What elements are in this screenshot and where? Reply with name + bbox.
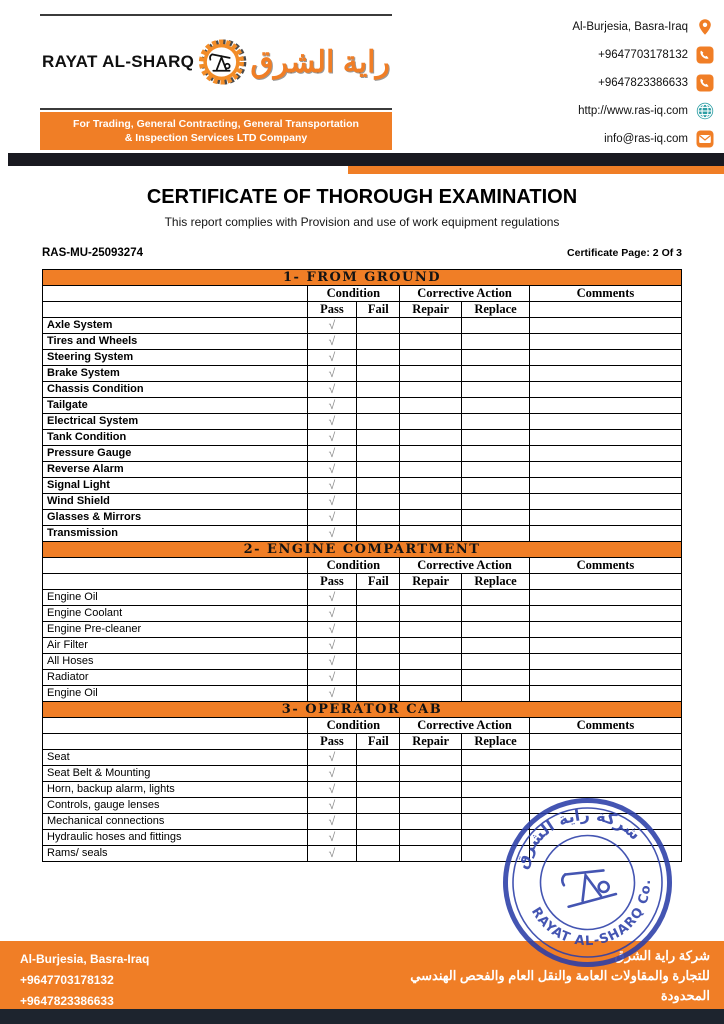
comments-cell bbox=[529, 398, 681, 414]
certificate-subtitle: This report complies with Provision and use of work equipment regulations bbox=[164, 215, 560, 229]
stamp-arabic-text: شركة راية الشرق bbox=[511, 804, 645, 872]
inspection-row bbox=[43, 654, 682, 670]
pass-cell: √ bbox=[307, 462, 357, 478]
item-name-cell: Air Filter bbox=[43, 638, 308, 654]
repair-header: Repair bbox=[400, 574, 462, 590]
replace-cell bbox=[462, 766, 530, 782]
comments-cell bbox=[529, 510, 681, 526]
section-title-row bbox=[43, 702, 682, 718]
pass-cell: √ bbox=[307, 622, 357, 638]
item-name-cell: Electrical System bbox=[43, 414, 308, 430]
footer-phone1: +9647703178132 bbox=[20, 973, 114, 987]
item-name-cell: Glasses & Mirrors bbox=[43, 510, 308, 526]
replace-cell bbox=[462, 478, 530, 494]
contact-website-text: http://www.ras-iq.com bbox=[578, 105, 688, 117]
pass-cell: √ bbox=[307, 414, 357, 430]
inspection-row bbox=[43, 590, 682, 606]
footer-arabic-line2: للتجارة والمقاولات العامة والنقل العام والفحص الهندسي bbox=[410, 968, 710, 983]
section-title-row bbox=[43, 542, 682, 558]
pass-cell: √ bbox=[307, 446, 357, 462]
comments-cell bbox=[529, 654, 681, 670]
comments-cell bbox=[529, 318, 681, 334]
replace-cell bbox=[462, 334, 530, 350]
comments-cell bbox=[529, 494, 681, 510]
comments-cell bbox=[529, 750, 681, 766]
fail-cell bbox=[357, 494, 400, 510]
repair-cell bbox=[400, 318, 462, 334]
pass-cell: √ bbox=[307, 590, 357, 606]
fail-cell bbox=[357, 670, 400, 686]
item-name-cell: Tailgate bbox=[43, 398, 308, 414]
condition-header: Condition bbox=[307, 558, 400, 574]
item-name-cell: Steering System bbox=[43, 350, 308, 366]
inspection-row bbox=[43, 430, 682, 446]
stamp-pumpjack-icon bbox=[560, 863, 616, 907]
sub-header-row bbox=[43, 734, 682, 750]
repair-header: Repair bbox=[400, 734, 462, 750]
repair-cell bbox=[400, 398, 462, 414]
repair-cell bbox=[400, 414, 462, 430]
item-name-cell: Brake System bbox=[43, 366, 308, 382]
contact-phone2-row bbox=[474, 74, 714, 92]
phone-icon bbox=[696, 46, 714, 64]
replace-cell bbox=[462, 382, 530, 398]
pass-cell: √ bbox=[307, 830, 357, 846]
comments-subheader-cell bbox=[529, 574, 681, 590]
inspection-table bbox=[42, 269, 682, 862]
pass-cell: √ bbox=[307, 398, 357, 414]
comments-header: Comments bbox=[529, 558, 681, 574]
bottom-dark-bar bbox=[0, 1009, 724, 1024]
column-header-row bbox=[43, 286, 682, 302]
repair-cell bbox=[400, 366, 462, 382]
contact-phone1-text: +9647703178132 bbox=[598, 49, 688, 61]
replace-cell bbox=[462, 670, 530, 686]
inspection-row bbox=[43, 478, 682, 494]
repair-cell bbox=[400, 446, 462, 462]
pass-cell: √ bbox=[307, 478, 357, 494]
pass-cell: √ bbox=[307, 334, 357, 350]
repair-cell bbox=[400, 622, 462, 638]
company-tagline bbox=[40, 112, 392, 150]
fail-cell bbox=[357, 366, 400, 382]
item-name-cell: Mechanical connections bbox=[43, 814, 308, 830]
comments-cell bbox=[529, 414, 681, 430]
location-pin-icon bbox=[696, 18, 714, 36]
item-name-cell: Controls, gauge lenses bbox=[43, 798, 308, 814]
replace-cell bbox=[462, 782, 530, 798]
fail-cell bbox=[357, 446, 400, 462]
pass-cell: √ bbox=[307, 350, 357, 366]
item-header-cell bbox=[43, 718, 308, 734]
pass-cell: √ bbox=[307, 366, 357, 382]
comments-cell bbox=[529, 686, 681, 702]
repair-cell bbox=[400, 430, 462, 446]
inspection-row bbox=[43, 382, 682, 398]
certificate-number: RAS-MU-25093274 bbox=[42, 247, 143, 259]
comments-cell bbox=[529, 526, 681, 542]
replace-header: Replace bbox=[462, 302, 530, 318]
repair-cell bbox=[400, 830, 462, 846]
repair-cell bbox=[400, 382, 462, 398]
inspection-row bbox=[43, 622, 682, 638]
comments-cell bbox=[529, 670, 681, 686]
section-title: 3- OPERATOR CAB bbox=[43, 702, 682, 718]
fail-cell bbox=[357, 686, 400, 702]
comments-header: Comments bbox=[529, 718, 681, 734]
footer-address: Al-Burjesia, Basra-Iraq bbox=[20, 952, 150, 966]
pass-cell: √ bbox=[307, 510, 357, 526]
inspection-row bbox=[43, 670, 682, 686]
fail-cell bbox=[357, 430, 400, 446]
comments-subheader-cell bbox=[529, 734, 681, 750]
contact-phone2-text: +9647823386633 bbox=[598, 77, 688, 89]
replace-cell bbox=[462, 606, 530, 622]
tagline-line-1: For Trading, General Contracting, General Transportation bbox=[73, 118, 359, 130]
comments-cell bbox=[529, 430, 681, 446]
repair-cell bbox=[400, 350, 462, 366]
replace-cell bbox=[462, 366, 530, 382]
repair-cell bbox=[400, 510, 462, 526]
pass-cell: √ bbox=[307, 798, 357, 814]
item-name-cell: Rams/ seals bbox=[43, 846, 308, 862]
contact-address-text: Al-Burjesia, Basra-Iraq bbox=[572, 21, 688, 33]
replace-cell bbox=[462, 526, 530, 542]
column-header-row bbox=[43, 558, 682, 574]
repair-cell bbox=[400, 750, 462, 766]
fail-cell bbox=[357, 750, 400, 766]
fail-cell bbox=[357, 462, 400, 478]
gear-pumpjack-logo-icon bbox=[194, 17, 250, 107]
fail-cell bbox=[357, 846, 400, 862]
replace-cell bbox=[462, 494, 530, 510]
comments-cell bbox=[529, 334, 681, 350]
replace-cell bbox=[462, 446, 530, 462]
inspection-row bbox=[43, 446, 682, 462]
company-name-arabic: راية الشرق bbox=[250, 45, 390, 79]
globe-icon bbox=[696, 102, 714, 120]
stamp-english-text: RAYAT AL-SHARQ Co. bbox=[528, 878, 655, 950]
pass-header: Pass bbox=[307, 734, 357, 750]
comments-cell bbox=[529, 382, 681, 398]
email-icon bbox=[696, 130, 714, 148]
comments-cell bbox=[529, 366, 681, 382]
fail-cell bbox=[357, 590, 400, 606]
inspection-row bbox=[43, 350, 682, 366]
inspection-row bbox=[43, 462, 682, 478]
item-name-cell: Reverse Alarm bbox=[43, 462, 308, 478]
header-divider-orange-bar bbox=[348, 166, 724, 174]
fail-header: Fail bbox=[357, 734, 400, 750]
inspection-row bbox=[43, 686, 682, 702]
corrective-action-header: Corrective Action bbox=[400, 558, 530, 574]
pass-cell: √ bbox=[307, 318, 357, 334]
repair-cell bbox=[400, 590, 462, 606]
repair-header: Repair bbox=[400, 302, 462, 318]
company-logo-block bbox=[40, 14, 392, 150]
certificate-meta-row bbox=[42, 247, 682, 259]
comments-cell bbox=[529, 766, 681, 782]
comments-cell bbox=[529, 622, 681, 638]
sub-header-row bbox=[43, 574, 682, 590]
replace-cell bbox=[462, 622, 530, 638]
item-subheader-cell bbox=[43, 734, 308, 750]
contact-website-row bbox=[474, 102, 714, 120]
item-name-cell: Tires and Wheels bbox=[43, 334, 308, 350]
repair-cell bbox=[400, 670, 462, 686]
item-name-cell: Engine Oil bbox=[43, 590, 308, 606]
comments-cell bbox=[529, 446, 681, 462]
item-header-cell bbox=[43, 286, 308, 302]
pass-cell: √ bbox=[307, 686, 357, 702]
repair-cell bbox=[400, 638, 462, 654]
item-name-cell: Seat bbox=[43, 750, 308, 766]
replace-cell bbox=[462, 638, 530, 654]
pass-header: Pass bbox=[307, 302, 357, 318]
repair-cell bbox=[400, 686, 462, 702]
fail-cell bbox=[357, 654, 400, 670]
repair-cell bbox=[400, 766, 462, 782]
item-name-cell: Engine Coolant bbox=[43, 606, 308, 622]
fail-cell bbox=[357, 622, 400, 638]
section-title: 2- ENGINE COMPARTMENT bbox=[43, 542, 682, 558]
item-name-cell: Engine Oil bbox=[43, 686, 308, 702]
sub-header-row bbox=[43, 302, 682, 318]
pass-cell: √ bbox=[307, 766, 357, 782]
item-name-cell: Hydraulic hoses and fittings bbox=[43, 830, 308, 846]
repair-cell bbox=[400, 478, 462, 494]
item-subheader-cell bbox=[43, 574, 308, 590]
item-name-cell: Seat Belt & Mounting bbox=[43, 766, 308, 782]
pass-cell: √ bbox=[307, 494, 357, 510]
item-name-cell: Pressure Gauge bbox=[43, 446, 308, 462]
phone-icon bbox=[696, 74, 714, 92]
inspection-row bbox=[43, 414, 682, 430]
item-header-cell bbox=[43, 558, 308, 574]
replace-cell bbox=[462, 318, 530, 334]
fail-cell bbox=[357, 798, 400, 814]
replace-cell bbox=[462, 398, 530, 414]
repair-cell bbox=[400, 782, 462, 798]
item-name-cell: Wind Shield bbox=[43, 494, 308, 510]
contact-email-text: info@ras-iq.com bbox=[604, 133, 688, 145]
repair-cell bbox=[400, 526, 462, 542]
comments-cell bbox=[529, 478, 681, 494]
contact-info bbox=[474, 18, 714, 148]
pass-cell: √ bbox=[307, 750, 357, 766]
footer-arabic-line3: المحدودة bbox=[660, 988, 710, 1003]
repair-cell bbox=[400, 606, 462, 622]
item-name-cell: Tank Condition bbox=[43, 430, 308, 446]
certificate-title: CERTIFICATE OF THOROUGH EXAMINATION bbox=[146, 186, 578, 208]
footer-arabic-line1: شركة راية الشرق bbox=[614, 948, 710, 963]
replace-cell bbox=[462, 654, 530, 670]
fail-header: Fail bbox=[357, 302, 400, 318]
contact-phone1-row bbox=[474, 46, 714, 64]
corrective-action-header: Corrective Action bbox=[400, 286, 530, 302]
comments-header: Comments bbox=[529, 286, 681, 302]
svg-text:RAYAT AL-SHARQ Co. bbox=[527, 875, 668, 964]
replace-cell bbox=[462, 462, 530, 478]
condition-header: Condition bbox=[307, 286, 400, 302]
fail-cell bbox=[357, 606, 400, 622]
comments-cell bbox=[529, 590, 681, 606]
inspection-row bbox=[43, 526, 682, 542]
pass-cell: √ bbox=[307, 670, 357, 686]
inspection-row bbox=[43, 638, 682, 654]
fail-cell bbox=[357, 510, 400, 526]
inspection-row bbox=[43, 510, 682, 526]
fail-cell bbox=[357, 398, 400, 414]
comments-cell bbox=[529, 350, 681, 366]
fail-cell bbox=[357, 382, 400, 398]
contact-email-row bbox=[474, 130, 714, 148]
inspection-row bbox=[43, 750, 682, 766]
corrective-action-header: Corrective Action bbox=[400, 718, 530, 734]
fail-cell bbox=[357, 318, 400, 334]
replace-cell bbox=[462, 414, 530, 430]
fail-cell bbox=[357, 782, 400, 798]
repair-cell bbox=[400, 462, 462, 478]
pass-cell: √ bbox=[307, 846, 357, 862]
pass-cell: √ bbox=[307, 782, 357, 798]
repair-cell bbox=[400, 654, 462, 670]
column-header-row bbox=[43, 718, 682, 734]
fail-cell bbox=[357, 334, 400, 350]
replace-cell bbox=[462, 590, 530, 606]
fail-cell bbox=[357, 638, 400, 654]
section-title: 1- FROM GROUND bbox=[43, 270, 682, 286]
condition-header: Condition bbox=[307, 718, 400, 734]
pass-cell: √ bbox=[307, 606, 357, 622]
footer-phone2: +9647823386633 bbox=[20, 994, 114, 1008]
fail-cell bbox=[357, 814, 400, 830]
item-name-cell: Chassis Condition bbox=[43, 382, 308, 398]
replace-cell bbox=[462, 350, 530, 366]
replace-header: Replace bbox=[462, 734, 530, 750]
comments-cell bbox=[529, 638, 681, 654]
pass-cell: √ bbox=[307, 526, 357, 542]
inspection-row bbox=[43, 766, 682, 782]
inspection-row bbox=[43, 318, 682, 334]
header-divider-dark-bar bbox=[8, 153, 724, 166]
section-title-row bbox=[43, 270, 682, 286]
replace-header: Replace bbox=[462, 574, 530, 590]
fail-cell bbox=[357, 830, 400, 846]
pass-cell: √ bbox=[307, 814, 357, 830]
comments-subheader-cell bbox=[529, 302, 681, 318]
fail-cell bbox=[357, 478, 400, 494]
header-bottom-rule bbox=[40, 108, 392, 110]
pass-header: Pass bbox=[307, 574, 357, 590]
replace-cell bbox=[462, 686, 530, 702]
comments-cell bbox=[529, 606, 681, 622]
inspection-row bbox=[43, 606, 682, 622]
item-name-cell: All Hoses bbox=[43, 654, 308, 670]
repair-cell bbox=[400, 494, 462, 510]
repair-cell bbox=[400, 798, 462, 814]
inspection-row bbox=[43, 494, 682, 510]
contact-address-row bbox=[474, 18, 714, 36]
item-subheader-cell bbox=[43, 302, 308, 318]
fail-header: Fail bbox=[357, 574, 400, 590]
fail-cell bbox=[357, 414, 400, 430]
fail-cell bbox=[357, 350, 400, 366]
pass-cell: √ bbox=[307, 654, 357, 670]
repair-cell bbox=[400, 334, 462, 350]
pass-cell: √ bbox=[307, 638, 357, 654]
item-name-cell: Horn, backup alarm, lights bbox=[43, 782, 308, 798]
footer-contact-block bbox=[20, 949, 149, 1012]
fail-cell bbox=[357, 766, 400, 782]
item-name-cell: Transmission bbox=[43, 526, 308, 542]
fail-cell bbox=[357, 526, 400, 542]
item-name-cell: Engine Pre-cleaner bbox=[43, 622, 308, 638]
pass-cell: √ bbox=[307, 382, 357, 398]
inspection-row bbox=[43, 334, 682, 350]
replace-cell bbox=[462, 430, 530, 446]
repair-cell bbox=[400, 846, 462, 862]
item-name-cell: Signal Light bbox=[43, 478, 308, 494]
tagline-line-2: & Inspection Services LTD Company bbox=[124, 132, 308, 144]
inspection-row bbox=[43, 366, 682, 382]
company-name-english: RAYAT AL-SHARQ bbox=[42, 52, 195, 71]
comments-cell bbox=[529, 462, 681, 478]
item-name-cell: Axle System bbox=[43, 318, 308, 334]
certificate-page-indicator: Certificate Page: 2 Of 3 bbox=[567, 247, 682, 259]
item-name-cell: Radiator bbox=[43, 670, 308, 686]
replace-cell bbox=[462, 510, 530, 526]
inspection-row bbox=[43, 398, 682, 414]
logo-row bbox=[40, 16, 392, 108]
repair-cell bbox=[400, 814, 462, 830]
pass-cell: √ bbox=[307, 430, 357, 446]
replace-cell bbox=[462, 750, 530, 766]
